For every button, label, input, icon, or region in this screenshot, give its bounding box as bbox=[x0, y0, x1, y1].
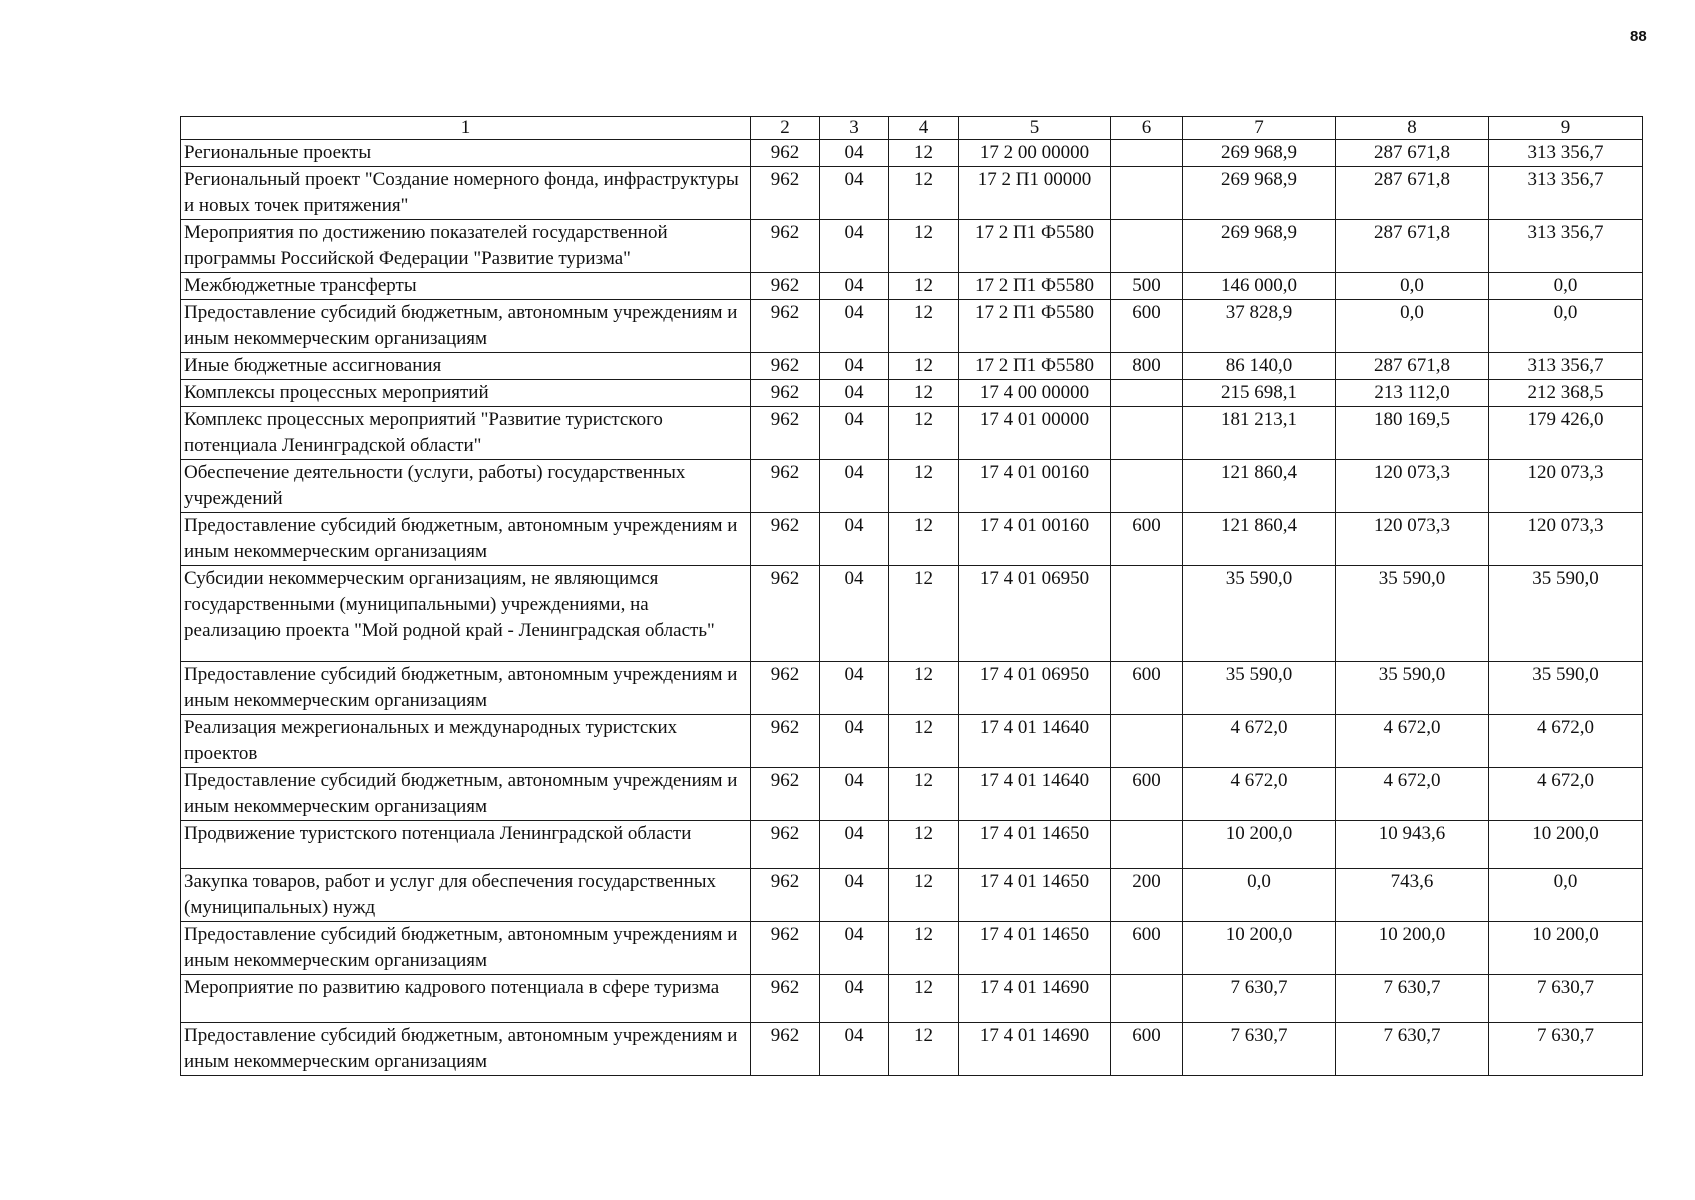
table-row bbox=[181, 566, 1643, 662]
col-8-value-cell: 287 671,8 bbox=[1336, 167, 1489, 220]
col-9-value-cell: 7 630,7 bbox=[1489, 975, 1643, 1023]
col-4-cell: 12 bbox=[889, 922, 959, 975]
col-9-value-cell: 120 073,3 bbox=[1489, 460, 1643, 513]
col-6-cell bbox=[1111, 715, 1183, 768]
col-5-code-cell: 17 4 01 00000 bbox=[959, 407, 1111, 460]
col-9-value-cell: 179 426,0 bbox=[1489, 407, 1643, 460]
col-9-value-cell: 313 356,7 bbox=[1489, 353, 1643, 380]
col-2-cell: 962 bbox=[751, 460, 820, 513]
col-9-value-cell: 313 356,7 bbox=[1489, 167, 1643, 220]
col-8-value-cell: 7 630,7 bbox=[1336, 1023, 1489, 1076]
col-5-code-cell: 17 4 01 14650 bbox=[959, 922, 1111, 975]
row-name-cell: Предоставление субсидий бюджетным, автономным учреждениям и иным некоммерческим организациям bbox=[181, 662, 751, 715]
col-9-value-cell: 10 200,0 bbox=[1489, 821, 1643, 869]
table-row bbox=[181, 662, 1643, 715]
table-row bbox=[181, 1023, 1643, 1076]
col-5-code-cell: 17 4 01 14690 bbox=[959, 975, 1111, 1023]
row-name-cell: Предоставление субсидий бюджетным, автономным учреждениям и иным некоммерческим организациям bbox=[181, 922, 751, 975]
col-3-cell: 04 bbox=[820, 353, 889, 380]
col-7-value-cell: 121 860,4 bbox=[1183, 513, 1336, 566]
col-4-cell: 12 bbox=[889, 407, 959, 460]
col-5-code-cell: 17 4 01 06950 bbox=[959, 662, 1111, 715]
col-5-code-cell: 17 2 П1 00000 bbox=[959, 167, 1111, 220]
header-cell: 9 bbox=[1489, 117, 1643, 140]
header-cell: 2 bbox=[751, 117, 820, 140]
col-9-value-cell: 10 200,0 bbox=[1489, 922, 1643, 975]
col-3-cell: 04 bbox=[820, 768, 889, 821]
col-7-value-cell: 0,0 bbox=[1183, 869, 1336, 922]
col-3-cell: 04 bbox=[820, 715, 889, 768]
col-6-cell: 800 bbox=[1111, 353, 1183, 380]
col-7-value-cell: 86 140,0 bbox=[1183, 353, 1336, 380]
header-cell: 7 bbox=[1183, 117, 1336, 140]
col-4-cell: 12 bbox=[889, 220, 959, 273]
col-2-cell: 962 bbox=[751, 975, 820, 1023]
col-2-cell: 962 bbox=[751, 140, 820, 167]
col-6-cell: 600 bbox=[1111, 922, 1183, 975]
header-cell: 1 bbox=[181, 117, 751, 140]
col-7-value-cell: 7 630,7 bbox=[1183, 975, 1336, 1023]
col-8-value-cell: 35 590,0 bbox=[1336, 566, 1489, 662]
col-4-cell: 12 bbox=[889, 380, 959, 407]
table-row bbox=[181, 922, 1643, 975]
table-row bbox=[181, 821, 1643, 869]
row-name-cell: Предоставление субсидий бюджетным, автономным учреждениям и иным некоммерческим организациям bbox=[181, 300, 751, 353]
col-7-value-cell: 7 630,7 bbox=[1183, 1023, 1336, 1076]
col-3-cell: 04 bbox=[820, 1023, 889, 1076]
col-3-cell: 04 bbox=[820, 513, 889, 566]
col-3-cell: 04 bbox=[820, 869, 889, 922]
col-5-code-cell: 17 4 01 14650 bbox=[959, 869, 1111, 922]
col-4-cell: 12 bbox=[889, 167, 959, 220]
col-2-cell: 962 bbox=[751, 662, 820, 715]
col-4-cell: 12 bbox=[889, 768, 959, 821]
col-3-cell: 04 bbox=[820, 460, 889, 513]
col-9-value-cell: 0,0 bbox=[1489, 300, 1643, 353]
budget-table bbox=[180, 116, 1643, 1076]
col-2-cell: 962 bbox=[751, 869, 820, 922]
table-row bbox=[181, 975, 1643, 1023]
col-2-cell: 962 bbox=[751, 821, 820, 869]
col-3-cell: 04 bbox=[820, 662, 889, 715]
col-8-value-cell: 180 169,5 bbox=[1336, 407, 1489, 460]
col-3-cell: 04 bbox=[820, 566, 889, 662]
col-6-cell: 500 bbox=[1111, 273, 1183, 300]
col-6-cell bbox=[1111, 975, 1183, 1023]
row-name-cell: Мероприятия по достижению показателей государственной программы Российской Федерации "Развитие туризма" bbox=[181, 220, 751, 273]
col-5-code-cell: 17 2 П1 Ф5580 bbox=[959, 353, 1111, 380]
col-6-cell: 600 bbox=[1111, 513, 1183, 566]
col-8-value-cell: 35 590,0 bbox=[1336, 662, 1489, 715]
table-row bbox=[181, 715, 1643, 768]
col-7-value-cell: 35 590,0 bbox=[1183, 566, 1336, 662]
col-4-cell: 12 bbox=[889, 353, 959, 380]
table-row bbox=[181, 407, 1643, 460]
col-6-cell: 600 bbox=[1111, 300, 1183, 353]
col-3-cell: 04 bbox=[820, 380, 889, 407]
col-3-cell: 04 bbox=[820, 975, 889, 1023]
row-name-cell: Иные бюджетные ассигнования bbox=[181, 353, 751, 380]
row-name-cell: Продвижение туристского потенциала Ленинградской области bbox=[181, 821, 751, 869]
header-row bbox=[181, 117, 1643, 140]
col-7-value-cell: 4 672,0 bbox=[1183, 768, 1336, 821]
table-body bbox=[181, 140, 1643, 1076]
col-7-value-cell: 35 590,0 bbox=[1183, 662, 1336, 715]
col-3-cell: 04 bbox=[820, 140, 889, 167]
page-number: 88 bbox=[1630, 28, 1647, 45]
row-name-cell: Мероприятие по развитию кадрового потенциала в сфере туризма bbox=[181, 975, 751, 1023]
col-7-value-cell: 269 968,9 bbox=[1183, 167, 1336, 220]
col-2-cell: 962 bbox=[751, 768, 820, 821]
row-name-cell: Предоставление субсидий бюджетным, автономным учреждениям и иным некоммерческим организациям bbox=[181, 1023, 751, 1076]
col-8-value-cell: 7 630,7 bbox=[1336, 975, 1489, 1023]
col-5-code-cell: 17 4 01 00160 bbox=[959, 460, 1111, 513]
col-5-code-cell: 17 4 01 00160 bbox=[959, 513, 1111, 566]
col-8-value-cell: 4 672,0 bbox=[1336, 768, 1489, 821]
col-7-value-cell: 146 000,0 bbox=[1183, 273, 1336, 300]
header-cell: 5 bbox=[959, 117, 1111, 140]
col-5-code-cell: 17 4 00 00000 bbox=[959, 380, 1111, 407]
col-2-cell: 962 bbox=[751, 220, 820, 273]
col-4-cell: 12 bbox=[889, 869, 959, 922]
col-2-cell: 962 bbox=[751, 353, 820, 380]
col-9-value-cell: 120 073,3 bbox=[1489, 513, 1643, 566]
col-8-value-cell: 0,0 bbox=[1336, 300, 1489, 353]
col-4-cell: 12 bbox=[889, 300, 959, 353]
col-5-code-cell: 17 4 01 14640 bbox=[959, 715, 1111, 768]
row-name-cell: Комплексы процессных мероприятий bbox=[181, 380, 751, 407]
col-2-cell: 962 bbox=[751, 380, 820, 407]
col-6-cell bbox=[1111, 407, 1183, 460]
col-6-cell bbox=[1111, 220, 1183, 273]
col-7-value-cell: 181 213,1 bbox=[1183, 407, 1336, 460]
col-4-cell: 12 bbox=[889, 140, 959, 167]
col-6-cell bbox=[1111, 460, 1183, 513]
col-8-value-cell: 287 671,8 bbox=[1336, 220, 1489, 273]
col-4-cell: 12 bbox=[889, 715, 959, 768]
header-cell: 8 bbox=[1336, 117, 1489, 140]
col-2-cell: 962 bbox=[751, 922, 820, 975]
col-9-value-cell: 7 630,7 bbox=[1489, 1023, 1643, 1076]
col-9-value-cell: 35 590,0 bbox=[1489, 566, 1643, 662]
col-2-cell: 962 bbox=[751, 300, 820, 353]
col-3-cell: 04 bbox=[820, 821, 889, 869]
col-4-cell: 12 bbox=[889, 821, 959, 869]
col-2-cell: 962 bbox=[751, 1023, 820, 1076]
col-9-value-cell: 4 672,0 bbox=[1489, 768, 1643, 821]
col-8-value-cell: 0,0 bbox=[1336, 273, 1489, 300]
col-5-code-cell: 17 2 П1 Ф5580 bbox=[959, 220, 1111, 273]
row-name-cell: Предоставление субсидий бюджетным, автономным учреждениям и иным некоммерческим организациям bbox=[181, 513, 751, 566]
col-4-cell: 12 bbox=[889, 1023, 959, 1076]
col-2-cell: 962 bbox=[751, 513, 820, 566]
col-7-value-cell: 215 698,1 bbox=[1183, 380, 1336, 407]
col-3-cell: 04 bbox=[820, 922, 889, 975]
col-9-value-cell: 0,0 bbox=[1489, 273, 1643, 300]
col-6-cell: 600 bbox=[1111, 662, 1183, 715]
row-name-cell: Субсидии некоммерческим организациям, не являющимся государственными (муниципальными) учреждениями, на реализацию проекта "Мой родной край - Ленинградская область" bbox=[181, 566, 751, 662]
col-4-cell: 12 bbox=[889, 513, 959, 566]
col-8-value-cell: 213 112,0 bbox=[1336, 380, 1489, 407]
col-7-value-cell: 269 968,9 bbox=[1183, 220, 1336, 273]
col-2-cell: 962 bbox=[751, 167, 820, 220]
header-cell: 3 bbox=[820, 117, 889, 140]
col-3-cell: 04 bbox=[820, 220, 889, 273]
col-2-cell: 962 bbox=[751, 273, 820, 300]
table-row bbox=[181, 513, 1643, 566]
row-name-cell: Региональные проекты bbox=[181, 140, 751, 167]
col-6-cell: 200 bbox=[1111, 869, 1183, 922]
col-8-value-cell: 10 943,6 bbox=[1336, 821, 1489, 869]
col-3-cell: 04 bbox=[820, 407, 889, 460]
col-4-cell: 12 bbox=[889, 566, 959, 662]
col-7-value-cell: 37 828,9 bbox=[1183, 300, 1336, 353]
col-8-value-cell: 10 200,0 bbox=[1336, 922, 1489, 975]
col-4-cell: 12 bbox=[889, 662, 959, 715]
row-name-cell: Региональный проект "Создание номерного фонда, инфраструктуры и новых точек притяжения" bbox=[181, 167, 751, 220]
col-2-cell: 962 bbox=[751, 407, 820, 460]
col-5-code-cell: 17 2 00 00000 bbox=[959, 140, 1111, 167]
col-7-value-cell: 10 200,0 bbox=[1183, 821, 1336, 869]
table-row bbox=[181, 140, 1643, 167]
col-7-value-cell: 121 860,4 bbox=[1183, 460, 1336, 513]
col-9-value-cell: 313 356,7 bbox=[1489, 220, 1643, 273]
table-row bbox=[181, 380, 1643, 407]
col-6-cell: 600 bbox=[1111, 1023, 1183, 1076]
col-9-value-cell: 212 368,5 bbox=[1489, 380, 1643, 407]
col-9-value-cell: 35 590,0 bbox=[1489, 662, 1643, 715]
col-3-cell: 04 bbox=[820, 273, 889, 300]
col-3-cell: 04 bbox=[820, 167, 889, 220]
header-cell: 6 bbox=[1111, 117, 1183, 140]
col-8-value-cell: 120 073,3 bbox=[1336, 513, 1489, 566]
table-row bbox=[181, 768, 1643, 821]
col-5-code-cell: 17 2 П1 Ф5580 bbox=[959, 273, 1111, 300]
row-name-cell: Закупка товаров, работ и услуг для обеспечения государственных (муниципальных) нужд bbox=[181, 869, 751, 922]
row-name-cell: Комплекс процессных мероприятий "Развитие туристского потенциала Ленинградской области" bbox=[181, 407, 751, 460]
col-3-cell: 04 bbox=[820, 300, 889, 353]
col-5-code-cell: 17 2 П1 Ф5580 bbox=[959, 300, 1111, 353]
table-row bbox=[181, 273, 1643, 300]
col-8-value-cell: 743,6 bbox=[1336, 869, 1489, 922]
col-6-cell bbox=[1111, 167, 1183, 220]
col-9-value-cell: 0,0 bbox=[1489, 869, 1643, 922]
row-name-cell: Межбюджетные трансферты bbox=[181, 273, 751, 300]
col-5-code-cell: 17 4 01 14690 bbox=[959, 1023, 1111, 1076]
col-5-code-cell: 17 4 01 06950 bbox=[959, 566, 1111, 662]
row-name-cell: Предоставление субсидий бюджетным, автономным учреждениям и иным некоммерческим организациям bbox=[181, 768, 751, 821]
col-4-cell: 12 bbox=[889, 975, 959, 1023]
col-9-value-cell: 4 672,0 bbox=[1489, 715, 1643, 768]
header-cell: 4 bbox=[889, 117, 959, 140]
row-name-cell: Реализация межрегиональных и международных туристских проектов bbox=[181, 715, 751, 768]
col-7-value-cell: 10 200,0 bbox=[1183, 922, 1336, 975]
col-5-code-cell: 17 4 01 14650 bbox=[959, 821, 1111, 869]
table-row bbox=[181, 220, 1643, 273]
col-6-cell bbox=[1111, 140, 1183, 167]
col-2-cell: 962 bbox=[751, 566, 820, 662]
table-row bbox=[181, 353, 1643, 380]
col-8-value-cell: 4 672,0 bbox=[1336, 715, 1489, 768]
col-6-cell bbox=[1111, 566, 1183, 662]
col-7-value-cell: 269 968,9 bbox=[1183, 140, 1336, 167]
col-6-cell bbox=[1111, 380, 1183, 407]
table-row bbox=[181, 167, 1643, 220]
table-row bbox=[181, 300, 1643, 353]
col-8-value-cell: 287 671,8 bbox=[1336, 140, 1489, 167]
col-2-cell: 962 bbox=[751, 715, 820, 768]
col-8-value-cell: 287 671,8 bbox=[1336, 353, 1489, 380]
col-8-value-cell: 120 073,3 bbox=[1336, 460, 1489, 513]
col-4-cell: 12 bbox=[889, 273, 959, 300]
table-row bbox=[181, 869, 1643, 922]
col-7-value-cell: 4 672,0 bbox=[1183, 715, 1336, 768]
col-6-cell: 600 bbox=[1111, 768, 1183, 821]
table-row bbox=[181, 460, 1643, 513]
col-9-value-cell: 313 356,7 bbox=[1489, 140, 1643, 167]
row-name-cell: Обеспечение деятельности (услуги, работы) государственных учреждений bbox=[181, 460, 751, 513]
col-4-cell: 12 bbox=[889, 460, 959, 513]
col-5-code-cell: 17 4 01 14640 bbox=[959, 768, 1111, 821]
col-6-cell bbox=[1111, 821, 1183, 869]
